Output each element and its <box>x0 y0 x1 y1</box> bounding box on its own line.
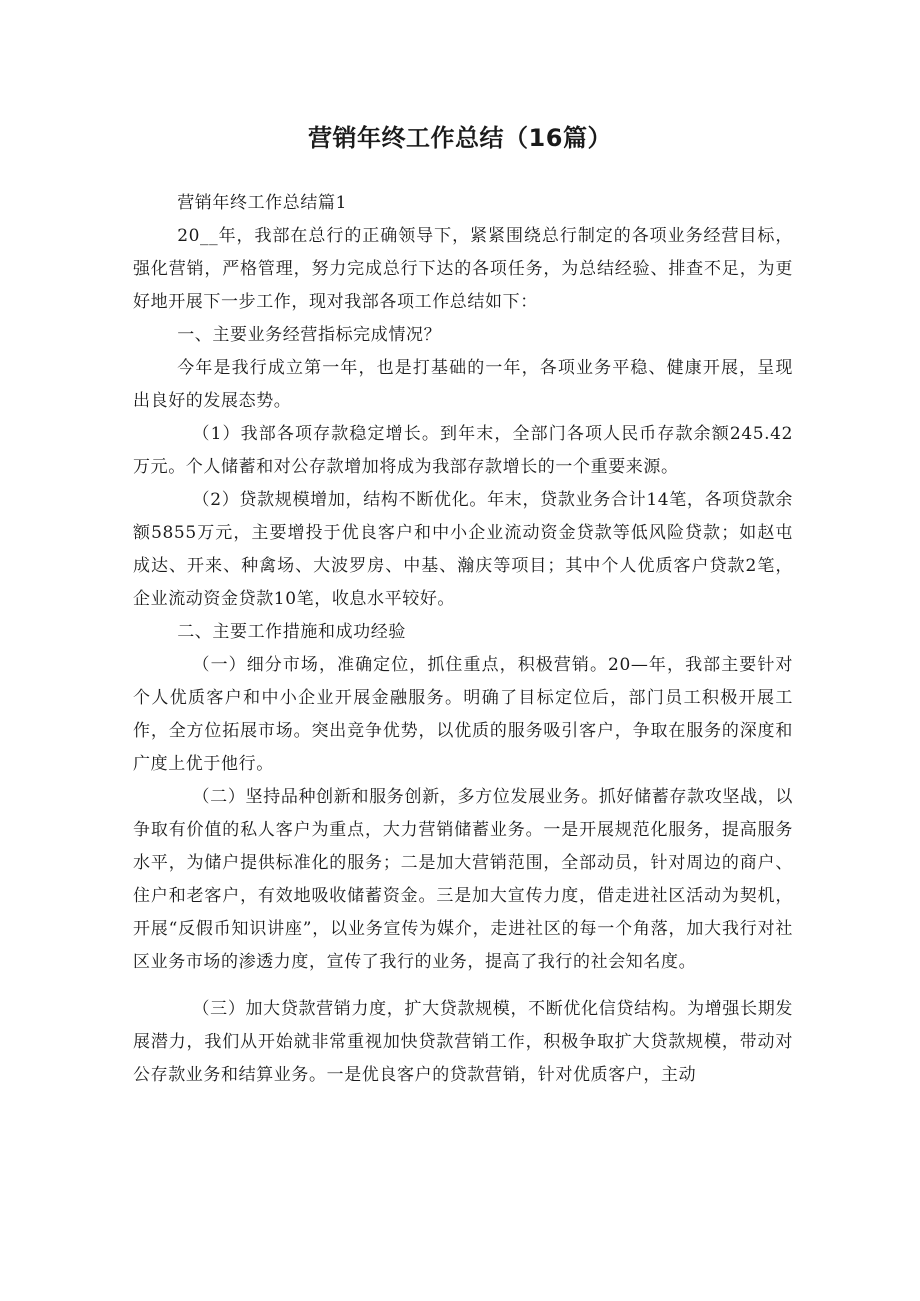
paragraph-innovation: （二）坚持品种创新和服务创新，多方位发展业务。抓好储蓄存款攻坚战，以争取有价值的私人客户为重点，大力营销储蓄业务。一是开展规范化服务，提高服务水平，为储户提供标准化的服务；二是加大营销范围，全部动员，针对周边的商户、住户和老客户，有效地吸收储蓄资金。三是加大宣传力度，借走进社区活动为契机，开展“反假币知识讲座”，以业务宣传为媒介，走进社区的每一个角落，加大我行对社区业务市场的渗透力度，宣传了我行的业务，提高了我行的社会知名度。 <box>133 787 793 972</box>
section-heading-1: 一、主要业务经营指标完成情况？ <box>177 325 442 345</box>
document-body <box>133 187 793 1092</box>
document-title: 营销年终工作总结（16篇） <box>308 124 612 152</box>
paragraph-deposits: （1）我部各项存款稳定增长。到年末，全部门各项人民币存款余额245.42万元。个人储蓄和对公存款增加将成为我部存款增长的一个重要来源。 <box>133 424 793 477</box>
paragraph-market: （一）细分市场，准确定位，抓住重点，积极营销。20—年，我部主要针对个人优质客户和中小企业开展金融服务。明确了目标定位后，部门员工积极开展工作，全方位拓展市场。突出竞争优势，以优质的服务吸引客户，争取在服务的深度和广度上优于他行。 <box>133 655 793 774</box>
section-subtitle: 营销年终工作总结篇1 <box>177 193 348 213</box>
section-heading-2: 二、主要工作措施和成功经验 <box>177 622 406 642</box>
paragraph-overview: 今年是我行成立第一年，也是打基础的一年，各项业务平稳、健康开展，呈现出良好的发展态势。 <box>133 358 793 411</box>
intro-paragraph: 20__年，我部在总行的正确领导下，紧紧围绕总行制定的各项业务经营目标，强化营销，严格管理，努力完成总行下达的各项任务，为总结经验、排查不足，为更好地开展下一步工作，现对我部各项工作总结如下： <box>133 226 793 312</box>
paragraph-loan-marketing: （三）加大贷款营销力度，扩大贷款规模，不断优化信贷结构。为增强长期发展潜力，我们从开始就非常重视加快贷款营销工作，积极争取扩大贷款规模，带动对公存款业务和结算业务。一是优良客户的贷款营销，针对优质客户，主动 <box>133 999 793 1085</box>
paragraph-loans: （2）贷款规模增加，结构不断优化。年末，贷款业务合计14笔，各项贷款余额5855万元，主要增投于优良客户和中小企业流动资金贷款等低风险贷款；如赵屯成达、开来、种禽场、大波罗房、中基、瀚庆等项目；其中个人优质客户贷款2笔，企业流动资金贷款10笔，收息水平较好。 <box>133 490 793 609</box>
